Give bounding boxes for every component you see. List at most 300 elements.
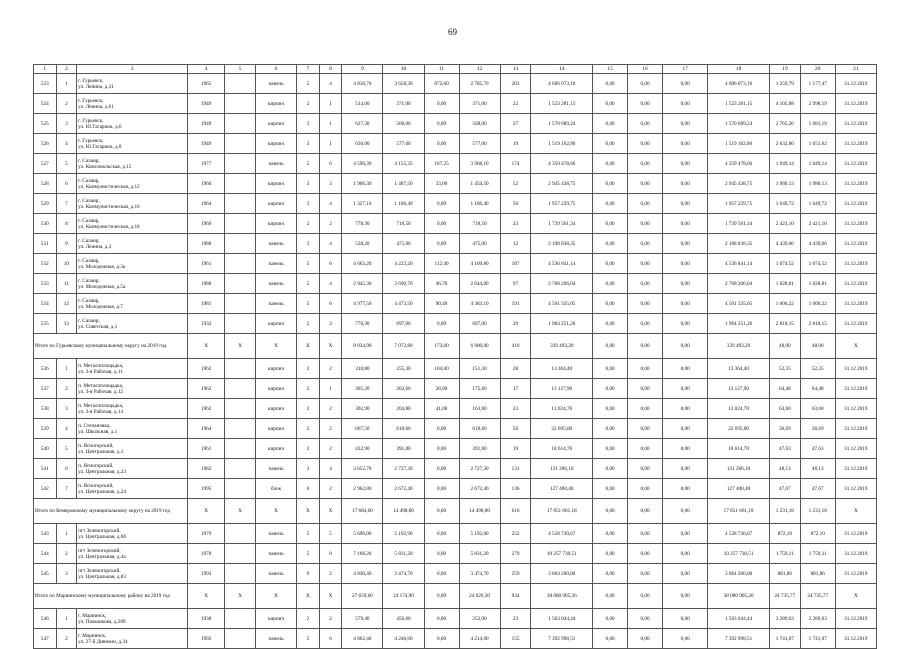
table-cell: 391,80	[383, 439, 424, 459]
address-cell: п. Ясногорский, ул. Центральная, д.24	[77, 479, 188, 499]
table-cell: 0,00	[663, 379, 708, 399]
table-row	[34, 609, 877, 629]
table-cell: 0,00	[593, 174, 628, 194]
subtotal-label: Итого по Гурьевскому муниципальному округу на 2019 год	[34, 334, 188, 359]
table-cell: 31.12.2019	[835, 174, 876, 194]
table-row	[34, 294, 877, 314]
table-cell: 255,30	[383, 359, 424, 379]
table-cell: 1 523 281,15	[708, 94, 770, 114]
table-cell: 38 080 905,26	[531, 584, 593, 609]
table-cell: 1977	[188, 154, 225, 174]
table-cell: 19	[500, 439, 531, 459]
table-cell	[225, 459, 256, 479]
table-cell: 0,00	[424, 524, 459, 544]
table-cell: X	[319, 334, 342, 359]
table-cell: 0,00	[593, 524, 628, 544]
table-cell: 4 383,10	[459, 294, 500, 314]
table-cell: 1 906,30	[342, 174, 383, 194]
table-cell: 0,00	[424, 234, 459, 254]
table-cell: 8	[319, 544, 342, 564]
table-cell: 252,00	[459, 609, 500, 629]
address-cell: г. Гурьевск, ул. Ленина, д.31	[77, 74, 188, 94]
table-cell: 1	[56, 359, 77, 379]
table-row	[34, 174, 877, 194]
table-cell: 0,00	[628, 94, 663, 114]
table-cell: панель	[256, 544, 297, 564]
column-number: 18	[708, 65, 770, 74]
table-cell: X	[835, 499, 876, 524]
table-cell: 1962	[188, 379, 225, 399]
table-cell: 0,00	[593, 629, 628, 649]
table-cell: 1 964 251,26	[708, 314, 770, 334]
column-number: 7	[297, 65, 320, 74]
table-row	[34, 379, 877, 399]
table-cell: X	[188, 499, 225, 524]
table-row	[34, 564, 877, 584]
subtotal-row	[34, 499, 877, 524]
table-cell: 52,35	[769, 359, 800, 379]
table-cell: 28,00	[424, 379, 459, 399]
table-cell: 50	[500, 194, 531, 214]
table-cell: 5	[297, 74, 320, 94]
table-cell: 4 536 841,14	[708, 254, 770, 274]
table-cell: 1980	[188, 234, 225, 254]
table-cell: 0,00	[628, 459, 663, 479]
table-cell: 0,00	[593, 294, 628, 314]
table-cell: 191	[500, 294, 531, 314]
table-cell: 4 359 478,66	[708, 154, 770, 174]
page-number: 69	[448, 27, 457, 37]
table-cell: X	[225, 334, 256, 359]
table-cell: X	[256, 499, 297, 524]
table-row	[34, 214, 877, 234]
table-cell: 1949	[188, 134, 225, 154]
table-row	[34, 314, 877, 334]
table-cell: 0,00	[593, 459, 628, 479]
address-cell: пгт Зеленогорский, ул. Центральная, д.4а	[77, 544, 188, 564]
table-cell: 0,00	[628, 609, 663, 629]
table-cell: 1965	[188, 74, 225, 94]
table-cell: 24 735,77	[800, 584, 835, 609]
table-cell: 36,69	[769, 419, 800, 439]
table-cell: панель	[256, 564, 297, 584]
table-cell: 2 768 206,04	[708, 274, 770, 294]
column-number: 21	[835, 65, 876, 74]
table-cell: 1969	[188, 214, 225, 234]
table-cell: 0,00	[663, 439, 708, 459]
table-cell: 0,00	[424, 194, 459, 214]
column-number: 20	[800, 65, 835, 74]
table-cell: 514,60	[342, 94, 383, 114]
table-cell: 2	[319, 419, 342, 439]
table-cell: 0,00	[663, 524, 708, 544]
table-cell: 3 474,70	[459, 564, 500, 584]
table-cell: 48,13	[800, 459, 835, 479]
table-cell: 1 028,81	[769, 274, 800, 294]
table-cell: 174	[500, 154, 531, 174]
table-cell: 475,00	[459, 234, 500, 254]
table-cell: 0,00	[628, 629, 663, 649]
table-cell: X	[225, 499, 256, 524]
table-cell: 4 501 335,05	[531, 294, 593, 314]
table-cell: 1 957 229,75	[531, 194, 593, 214]
table-cell: 2	[297, 359, 320, 379]
table-cell: кирпич	[256, 114, 297, 134]
table-cell: 697,00	[459, 314, 500, 334]
table-cell: 1	[319, 114, 342, 134]
table-cell: 131	[500, 459, 531, 479]
table-cell: 48,13	[769, 459, 800, 479]
table-cell: 4	[56, 134, 77, 154]
column-number: 10	[383, 65, 424, 74]
column-number: 14	[531, 65, 593, 74]
table-cell: 1 759,11	[769, 544, 800, 564]
table-cell	[225, 134, 256, 154]
table-cell: 0,00	[593, 234, 628, 254]
table-cell: 31.12.2019	[835, 419, 876, 439]
table-cell: 1993	[188, 564, 225, 584]
table-cell	[225, 114, 256, 134]
table-cell: X	[297, 499, 320, 524]
table-cell: панель	[256, 154, 297, 174]
table-cell: панель	[256, 254, 297, 274]
table-cell: 97	[500, 274, 531, 294]
table-cell: 0,00	[424, 564, 459, 584]
table-cell: 2	[319, 479, 342, 499]
table-cell: 1982	[188, 459, 225, 479]
table-cell: 4 528 730,67	[531, 524, 593, 544]
address-cell: п. Степановка, ул. Школьная, д.1	[77, 419, 188, 439]
table-cell: 0,00	[663, 274, 708, 294]
column-number: 15	[593, 65, 628, 74]
table-cell: 577,00	[383, 134, 424, 154]
table-cell: 131 266,10	[708, 459, 770, 479]
table-cell: 0,00	[593, 544, 628, 564]
table-cell: X	[256, 334, 297, 359]
address-cell: г. Салаир, ул. Коммунистическая, д.12	[77, 174, 188, 194]
housing-register-table	[33, 64, 877, 649]
table-cell: 0,00	[663, 294, 708, 314]
table-cell: 1949	[188, 114, 225, 134]
table-cell: 173,00	[424, 334, 459, 359]
table-cell: 872,60	[424, 74, 459, 94]
address-cell: г. Гурьевск, ул. Ленина, д.61	[77, 94, 188, 114]
table-cell: 667,50	[342, 419, 383, 439]
table-cell: 12	[56, 294, 77, 314]
table-cell: 5	[297, 274, 320, 294]
table-cell: 568,00	[383, 114, 424, 134]
table-cell: 3	[297, 194, 320, 214]
table-cell: 1964	[188, 419, 225, 439]
table-cell: 3	[297, 114, 320, 134]
table-cell: 339 493,20	[708, 334, 770, 359]
table-cell: 0,00	[424, 609, 459, 629]
table-cell: 538,20	[342, 234, 383, 254]
table-cell: панель	[256, 74, 297, 94]
table-cell: 12	[500, 234, 531, 254]
table-cell: 31.12.2019	[835, 314, 876, 334]
table-cell: 1 651,62	[800, 134, 835, 154]
table-cell: кирпич	[256, 194, 297, 214]
address-cell: п. Ясногорский, ул. Центральная, д.23	[77, 459, 188, 479]
table-cell: 536	[34, 359, 57, 379]
table-cell: 13 024,70	[708, 399, 770, 419]
table-row	[34, 439, 877, 459]
table-cell: 31.12.2019	[835, 524, 876, 544]
table-cell: 31.12.2019	[835, 274, 876, 294]
table-row	[34, 274, 877, 294]
table-cell: 17 851 661,18	[531, 499, 593, 524]
table-cell: 1 006,22	[800, 294, 835, 314]
table-cell: 1 487,50	[383, 174, 424, 194]
table-cell: 187	[500, 254, 531, 274]
table-cell: панель	[256, 629, 297, 649]
table-row	[34, 524, 877, 544]
table-cell: 0,00	[424, 134, 459, 154]
table-cell: 112,40	[424, 254, 459, 274]
table-cell: 4 501 335,05	[708, 294, 770, 314]
column-number: 6	[256, 65, 297, 74]
table-cell: 540	[34, 439, 57, 459]
table-cell: 2 727,30	[459, 459, 500, 479]
table-cell: 4 473,50	[383, 294, 424, 314]
table-cell: 0,00	[628, 524, 663, 544]
table-cell: 1 503 044,44	[531, 609, 593, 629]
table-cell: 0,00	[663, 499, 708, 524]
table-cell: X	[297, 334, 320, 359]
table-cell: 2	[56, 94, 77, 114]
table-cell: 4	[319, 234, 342, 254]
table-cell: 339 493,20	[531, 334, 593, 359]
table-cell: 0,00	[628, 334, 663, 359]
table-cell: 63,60	[769, 399, 800, 419]
table-row	[34, 544, 877, 564]
table-cell: 7 072,80	[383, 334, 424, 359]
table-cell: 0,00	[424, 439, 459, 459]
table-cell: 5	[297, 524, 320, 544]
table-cell: 544	[34, 544, 57, 564]
table-cell: 2	[297, 214, 320, 234]
table-cell: 542	[34, 479, 57, 499]
table-cell: X	[225, 584, 256, 609]
table-cell: 934	[500, 584, 531, 609]
table-cell: 0,00	[628, 544, 663, 564]
table-cell	[225, 154, 256, 174]
table-cell: 618,60	[383, 419, 424, 439]
table-cell: 2 945 438,75	[531, 174, 593, 194]
table-cell	[225, 609, 256, 629]
table-cell: 1978	[188, 544, 225, 564]
table-cell: 1995	[188, 479, 225, 499]
table-cell: 0,00	[593, 359, 628, 379]
table-cell: 1 570 689,24	[531, 114, 593, 134]
table-cell: 1 759,11	[800, 544, 835, 564]
table-cell: кирпич	[256, 214, 297, 234]
table-cell: 0,00	[663, 114, 708, 134]
table-cell: 4 830,40	[342, 564, 383, 584]
table-cell: 17 851 661,18	[708, 499, 770, 524]
table-cell: 23	[500, 214, 531, 234]
table-cell: 1 231,18	[800, 499, 835, 524]
table-cell: 0,00	[628, 214, 663, 234]
table-cell: 6	[297, 479, 320, 499]
table-cell: 1961	[188, 439, 225, 459]
table-cell: 31.12.2019	[835, 234, 876, 254]
table-cell: блок	[256, 479, 297, 499]
table-cell: 1 177,47	[800, 74, 835, 94]
table-cell: 0,00	[424, 314, 459, 334]
table-cell: 1 741,07	[769, 629, 800, 649]
table-cell: 0,00	[424, 459, 459, 479]
table-cell: 3	[297, 459, 320, 479]
table-cell: 530	[34, 214, 57, 234]
table-cell: 127 400,40	[531, 479, 593, 499]
table-cell	[225, 94, 256, 114]
table-cell: 531	[34, 234, 57, 254]
table-cell: 64,48	[769, 379, 800, 399]
table-cell: 533	[34, 274, 57, 294]
table-cell: 1938	[188, 609, 225, 629]
table-cell: 1 028,81	[800, 274, 835, 294]
table-cell: 2 768 206,04	[531, 274, 593, 294]
table-cell: 538	[34, 399, 57, 419]
table-cell: 2	[297, 439, 320, 459]
table-cell: 14 498,80	[459, 499, 500, 524]
table-cell: 0,00	[593, 134, 628, 154]
table-cell: 52,35	[800, 359, 835, 379]
table-cell	[225, 359, 256, 379]
table-cell: 778,30	[342, 214, 383, 234]
table-cell: 1962	[188, 399, 225, 419]
table-cell: 543	[34, 524, 57, 544]
table-cell: 627,30	[342, 114, 383, 134]
table-cell: 0,00	[628, 154, 663, 174]
table-cell: 524	[34, 94, 57, 114]
table-cell: 5	[56, 439, 77, 459]
address-cell: п. Металлплощадка, ул. 3-я Рабочая, д.14	[77, 399, 188, 419]
table-cell: 7	[56, 194, 77, 214]
table-cell: 13 127,90	[708, 379, 770, 399]
table-cell: 1 454,50	[459, 174, 500, 194]
table-cell: 279	[500, 544, 531, 564]
table-cell: 0,00	[663, 214, 708, 234]
table-cell: 0,00	[663, 564, 708, 584]
table-cell: 537	[34, 379, 57, 399]
table-cell: 539	[34, 419, 57, 439]
table-cell: 5 696,00	[342, 524, 383, 544]
table-cell: 0,00	[628, 274, 663, 294]
table-cell: 2	[319, 609, 342, 629]
table-cell: 1 523 281,15	[531, 94, 593, 114]
table-cell: 1 327,10	[342, 194, 383, 214]
table-cell: 1	[56, 609, 77, 629]
address-cell: п. Металлплощадка, ул. 3-я Рабочая, д.12	[77, 379, 188, 399]
table-cell: 1 739 561,34	[708, 214, 770, 234]
table-cell: 3 658,30	[383, 74, 424, 94]
table-cell: 0,00	[593, 114, 628, 134]
table-cell: 0,00	[628, 399, 663, 419]
table-cell: 0,00	[593, 399, 628, 419]
table-cell: 616	[500, 499, 531, 524]
table-cell: 305,20	[342, 379, 383, 399]
table-cell: 5	[297, 544, 320, 564]
table-cell: 0,00	[663, 609, 708, 629]
table-cell: 0,00	[628, 419, 663, 439]
column-number: 13	[500, 65, 531, 74]
table-cell: 0,00	[593, 379, 628, 399]
table-cell: 0,00	[593, 564, 628, 584]
table-cell: 636,00	[342, 134, 383, 154]
table-cell	[225, 439, 256, 459]
table-cell: 204,80	[383, 399, 424, 419]
table-cell: 3	[56, 564, 77, 584]
table-cell: 1 049,14	[800, 154, 835, 174]
table-cell	[225, 314, 256, 334]
table-cell: 5	[56, 154, 77, 174]
table-cell: 1962	[188, 359, 225, 379]
table-cell: 0,00	[663, 194, 708, 214]
table-cell: 0,00	[663, 459, 708, 479]
table-cell: 2 690,70	[383, 274, 424, 294]
table-cell: 2	[56, 379, 77, 399]
table-cell: 528	[34, 174, 57, 194]
table-cell: 0,00	[593, 74, 628, 94]
table-cell	[225, 544, 256, 564]
table-cell: 136	[500, 479, 531, 499]
table-cell: 1964	[188, 194, 225, 214]
table-cell: 1 649,72	[800, 194, 835, 214]
table-cell: 8 034,90	[342, 334, 383, 359]
table-cell: 2	[319, 439, 342, 459]
table-cell: 0,00	[663, 314, 708, 334]
table-cell: 48,00	[800, 334, 835, 359]
table-cell: 11	[56, 274, 77, 294]
table-cell: 5 831,20	[459, 544, 500, 564]
table-cell: 5	[297, 294, 320, 314]
table-cell: 1 006,22	[769, 294, 800, 314]
table-cell: 1981	[188, 294, 225, 314]
table-cell: 1 259,79	[769, 74, 800, 94]
table-cell: 881,86	[769, 564, 800, 584]
table-cell: 0,00	[663, 154, 708, 174]
table-cell: 3	[297, 234, 320, 254]
table-cell: 24 735,77	[769, 584, 800, 609]
table-cell: 17	[500, 379, 531, 399]
table-cell: 0,00	[663, 479, 708, 499]
table-cell: 3 064 200,00	[708, 564, 770, 584]
table-cell: 0,00	[424, 419, 459, 439]
table-cell	[225, 629, 256, 649]
table-cell: 3 289,63	[769, 609, 800, 629]
table-cell: кирпич	[256, 359, 297, 379]
address-cell: г. Салаир, ул. Коммунистическая, д.16	[77, 194, 188, 214]
table-cell: 872,10	[769, 524, 800, 544]
table-cell: 577,00	[459, 134, 500, 154]
column-number: 8	[319, 65, 342, 74]
table-cell: 2	[319, 399, 342, 419]
table-cell: 31.12.2019	[835, 459, 876, 479]
table-cell: 4 214,00	[459, 629, 500, 649]
address-cell: г. Гурьевск, ул. Ю.Гагарина, д.6	[77, 114, 188, 134]
table-cell: 4 536 841,14	[531, 254, 593, 274]
table-cell: X	[188, 584, 225, 609]
table-cell: 2	[319, 359, 342, 379]
table-cell: 0,00	[424, 94, 459, 114]
table-cell: 6 900,00	[459, 334, 500, 359]
table-cell: 7 392 998,51	[531, 629, 593, 649]
table-row	[34, 194, 877, 214]
table-cell: 302,90	[342, 399, 383, 419]
